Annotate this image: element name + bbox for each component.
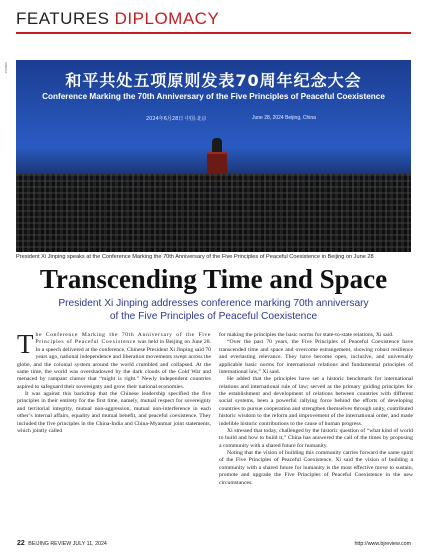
paragraph-text: was held in Beijing on June 28. In a speech delivered at the conference, Chinese President Xi Jinping said 70 years ago, national independence and liberation movements swept across the globe, and the colonial system around the world crumbled and collapsed. At the same time, the world was overshadowed by the dark clouds of the Cold War and menaced by rampant clamor that “might is right.” Newly independent countries aspired to safeguard their sovereignty and grow their national economies. [17,339,211,390]
drop-cap: T [17,329,34,359]
photo-credit: XINHUA [4,62,8,74]
page-number: 22 [17,540,25,547]
issue-line: BEIJING REVIEW JULY 11, 2024 [28,541,107,547]
page-footer-left [17,540,107,547]
article-paragraph [17,329,211,391]
subheadline-line-1: President Xi Jinping addresses conference marking 70th anniversary [58,298,369,309]
subheadline [0,298,427,323]
page-header [16,5,411,33]
header-rule [16,32,411,34]
conference-photo [16,60,411,252]
banner-date-chinese: 2024年6月28日 中国·北京 [146,116,207,122]
banner-date-english: June 28, 2024 Beijing, China [252,115,316,121]
audience [16,174,411,252]
article-paragraph: It was against this backdrop that the Chinese leadership specified the five principles in their entirety for the first time, namely, mutual respect for sovereignty and territorial integrity, mutual non-aggression, mutual non-interference in each other’s internal affairs, equality and mutual benefit, and peaceful coexistence. They included the five principles in the China-India and China-Myanmar joint statements, which jointly called [17,391,211,434]
article-paragraph: Noting that the vision of building this community carries forward the same spirit of the Five Principles of Peaceful Coexistence, Xi said the vision of building a community with a shared future for humanity is the most effective move to sustain, promote and upgrade the Five Principles of Peaceful Coexistence in the new circumstances. [219,450,413,486]
subsection-label: DIPLOMACY [114,9,220,28]
headline: Transcending Time and Space [39,264,388,294]
section-label: FEATURES [16,9,110,28]
lead-in: he Conference Marking the 70th Anniversary of the Five Principles of Peaceful Coexistence [35,332,211,346]
website-url: http://www.bjreview.com [354,541,411,547]
photo-caption: President Xi Jinping speaks at the Conference Marking the 70th Anniversary of the Five Principles of Peaceful Coexistence in Beijing on June 28 [16,254,374,260]
banner-english-title: Conference Marking the 70th Anniversary of the Five Principles of Peaceful Coexistence [42,92,385,101]
article-paragraph: He added that the principles have set a historic benchmark for international relations and international rule of law; served as the primary guiding principles for the establishment and development of relations between countries with different social systems, been a powerful rallying force behind the efforts of developing countries to pursue cooperation and strengthen themselves through unity, contributed historic wisdom to the reform and improvement of the international order, and made indelible historic contributions to the cause of human progress. [219,376,413,427]
article-paragraph: for making the principles the basic norms for state-to-state relations, Xi said. [219,332,394,338]
article-column-right [219,332,413,487]
banner-chinese-title: 和平共处五项原则发表70周年纪念大会 [65,71,362,90]
subheadline-line-2: of the Five Principles of Peaceful Coexistence [109,310,318,322]
article-paragraph: Xi stressed that today, challenged by the historic question of “what kind of world to build and how to build it,” China has answered the call of the times by proposing a community with a shared future for humanity. [219,427,413,449]
article-paragraph: “Over the past 70 years, the Five Principles of Peaceful Coexistence have transcended time and space and overcome estrangement, showing robust resilience and everlasting relevance. They have become open, inclusive, and universally applicable basic norms for international relations and fundamental principles of international law,” Xi said. [219,339,413,375]
article-column-left [17,329,211,435]
section-title [16,9,219,29]
